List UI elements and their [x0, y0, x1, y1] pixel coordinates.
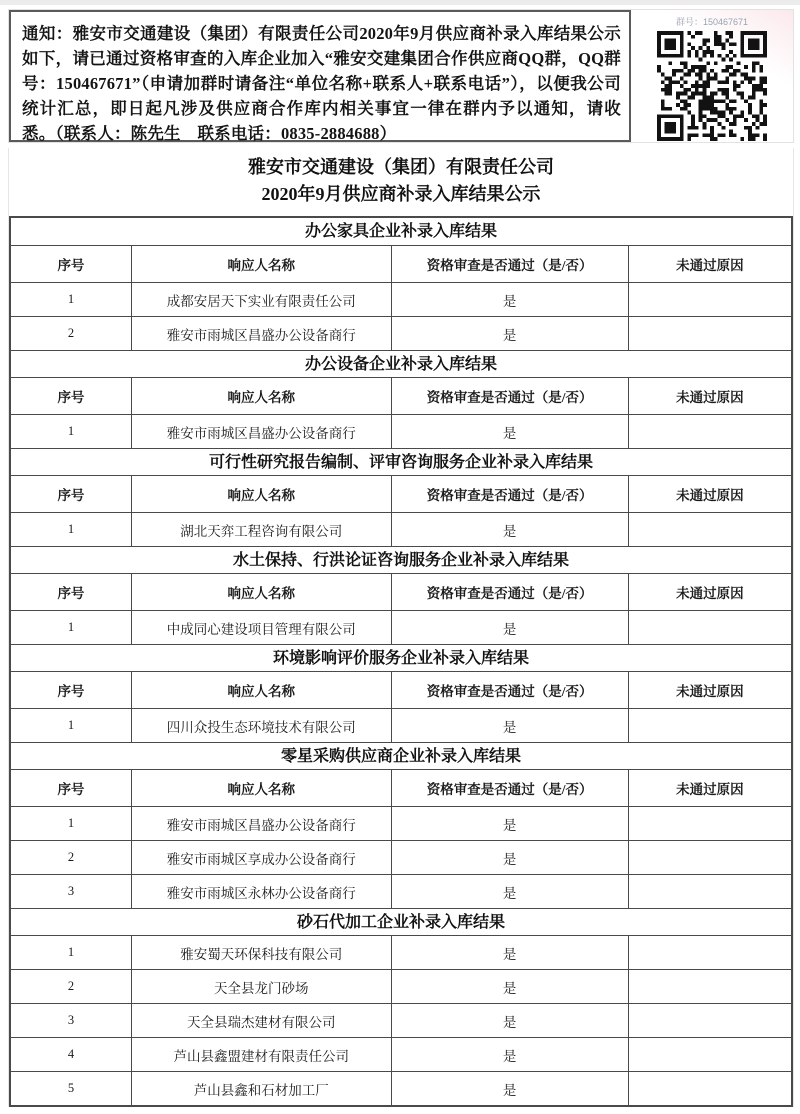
table-row [11, 807, 791, 841]
cell-seq: 2 [11, 970, 132, 1003]
cell-fail-reason [629, 875, 791, 908]
header-qualification-pass: 资格审查是否通过（是/否） [392, 770, 629, 806]
table-row [11, 1038, 791, 1072]
section-title: 零星采购供应商企业补录入库结果 [11, 742, 791, 770]
cell-respondent-name: 雅安市雨城区永林办公设备商行 [132, 875, 392, 908]
header-seq: 序号 [11, 574, 132, 610]
qq-group-number-label: 群号：150467671 [675, 17, 749, 27]
cell-fail-reason [629, 970, 791, 1003]
cell-fail-reason [629, 283, 791, 316]
header-respondent-name: 响应人名称 [132, 672, 392, 708]
header-fail-reason: 未通过原因 [676, 390, 744, 405]
header-band [8, 9, 794, 143]
page-top-strip [0, 0, 800, 5]
table-header-row [11, 672, 791, 709]
cell-fail-reason [629, 1004, 791, 1037]
table-header-row [11, 476, 791, 513]
qq-group-qr-code [657, 31, 767, 141]
cell-qualification-pass: 是 [392, 807, 629, 840]
result-section [11, 908, 791, 1106]
table-row [11, 709, 791, 743]
cell-seq: 1 [11, 936, 132, 969]
table-header-row [11, 574, 791, 611]
cell-qualification-pass: 是 [392, 709, 629, 742]
cell-respondent-name: 雅安市雨城区享成办公设备商行 [132, 841, 392, 874]
header-qualification-pass: 资格审查是否通过（是/否） [392, 476, 629, 512]
header-seq: 序号 [11, 476, 132, 512]
cell-qualification-pass: 是 [392, 1038, 629, 1071]
cell-fail-reason [629, 317, 791, 350]
header-respondent-name: 响应人名称 [132, 378, 392, 414]
header-fail-reason: 未通过原因 [676, 782, 744, 797]
title-line-1: 雅安市交通建设（集团）有限责任公司 [248, 157, 554, 177]
table-row [11, 936, 791, 970]
table-row [11, 1072, 791, 1106]
section-title: 环境影响评价服务企业补录入库结果 [11, 644, 791, 672]
cell-fail-reason [629, 415, 791, 448]
cell-seq: 1 [11, 709, 132, 742]
table-header-row [11, 770, 791, 807]
cell-seq: 3 [11, 1004, 132, 1037]
cell-qualification-pass: 是 [392, 970, 629, 1003]
cell-respondent-name: 芦山县鑫和石材加工厂 [132, 1072, 392, 1105]
cell-seq: 4 [11, 1038, 132, 1071]
header-respondent-name: 响应人名称 [132, 770, 392, 806]
cell-fail-reason [629, 513, 791, 546]
cell-seq: 2 [11, 317, 132, 350]
cell-seq: 5 [11, 1072, 132, 1105]
notice-box [9, 10, 631, 142]
document-body [8, 148, 794, 1107]
cell-qualification-pass: 是 [392, 875, 629, 908]
table-row [11, 317, 791, 351]
result-section [11, 546, 791, 645]
cell-qualification-pass: 是 [392, 513, 629, 546]
cell-respondent-name: 四川众投生态环境技术有限公司 [132, 709, 392, 742]
result-section [11, 218, 791, 351]
header-qualification-pass: 资格审查是否通过（是/否） [392, 378, 629, 414]
table-row [11, 1004, 791, 1038]
cell-fail-reason [629, 936, 791, 969]
table-row [11, 513, 791, 547]
cell-seq: 1 [11, 807, 132, 840]
cell-qualification-pass: 是 [392, 415, 629, 448]
table-header-row [11, 246, 791, 283]
header-seq: 序号 [11, 378, 132, 414]
header-seq: 序号 [11, 770, 132, 806]
result-section [11, 448, 791, 547]
result-section [11, 742, 791, 909]
title-line-2: 2020年9月供应商补录入库结果公示 [261, 184, 541, 204]
qq-group-qr-panel [631, 10, 793, 142]
cell-fail-reason [629, 1072, 791, 1105]
table-row [11, 283, 791, 317]
cell-fail-reason [629, 1038, 791, 1071]
header-qualification-pass: 资格审查是否通过（是/否） [392, 574, 629, 610]
cell-qualification-pass: 是 [392, 317, 629, 350]
section-title: 可行性研究报告编制、评审咨询服务企业补录入库结果 [11, 448, 791, 476]
section-title: 砂石代加工企业补录入库结果 [11, 908, 791, 936]
header-seq: 序号 [11, 672, 132, 708]
cell-seq: 1 [11, 415, 132, 448]
header-seq: 序号 [11, 246, 132, 282]
table-header-row [11, 378, 791, 415]
table-row [11, 611, 791, 645]
header-fail-reason: 未通过原因 [676, 258, 744, 273]
header-respondent-name: 响应人名称 [132, 246, 392, 282]
header-fail-reason: 未通过原因 [676, 488, 744, 503]
section-title: 办公设备企业补录入库结果 [11, 350, 791, 378]
cell-qualification-pass: 是 [392, 283, 629, 316]
cell-seq: 3 [11, 875, 132, 908]
cell-qualification-pass: 是 [392, 1004, 629, 1037]
header-fail-reason: 未通过原因 [676, 684, 744, 699]
cell-respondent-name: 湖北天弈工程咨询有限公司 [132, 513, 392, 546]
header-respondent-name: 响应人名称 [132, 574, 392, 610]
cell-seq: 2 [11, 841, 132, 874]
cell-respondent-name: 成都安居天下实业有限责任公司 [132, 283, 392, 316]
table-row [11, 415, 791, 449]
cell-qualification-pass: 是 [392, 1072, 629, 1105]
cell-respondent-name: 雅安市雨城区昌盛办公设备商行 [132, 415, 392, 448]
notice-text: 通知：雅安市交通建设（集团）有限责任公司2020年9月供应商补录入库结果公示如下，请已通过资格审查的入库企业加入“雅安交建集团合作供应商QQ群，QQ群号：150467671”（申请加群时请备注“单位名称+联系人+联系电话”），以便我公司统计汇总，即日起凡涉及供应商合作库内相关事宜一律在群内予以通知，请收悉。（联系人：陈先生 联系电话：0835-2884688） [22, 24, 621, 143]
section-title: 办公家具企业补录入库结果 [11, 218, 791, 246]
cell-respondent-name: 中成同心建设项目管理有限公司 [132, 611, 392, 644]
cell-fail-reason [629, 841, 791, 874]
cell-respondent-name: 雅安市雨城区昌盛办公设备商行 [132, 317, 392, 350]
result-section [11, 644, 791, 743]
result-tables [9, 216, 793, 1107]
cell-fail-reason [629, 709, 791, 742]
section-title: 水土保持、行洪论证咨询服务企业补录入库结果 [11, 546, 791, 574]
header-qualification-pass: 资格审查是否通过（是/否） [392, 672, 629, 708]
table-row [11, 841, 791, 875]
cell-fail-reason [629, 611, 791, 644]
header-fail-reason: 未通过原因 [676, 586, 744, 601]
cell-qualification-pass: 是 [392, 841, 629, 874]
cell-respondent-name: 天全县龙门砂场 [132, 970, 392, 1003]
cell-fail-reason [629, 807, 791, 840]
table-row [11, 970, 791, 1004]
cell-respondent-name: 雅安市雨城区昌盛办公设备商行 [132, 807, 392, 840]
cell-respondent-name: 雅安蜀天环保科技有限公司 [132, 936, 392, 969]
cell-seq: 1 [11, 611, 132, 644]
table-row [11, 875, 791, 909]
header-qualification-pass: 资格审查是否通过（是/否） [392, 246, 629, 282]
document-title [9, 148, 793, 216]
cell-respondent-name: 芦山县鑫盟建材有限责任公司 [132, 1038, 392, 1071]
result-section [11, 350, 791, 449]
cell-qualification-pass: 是 [392, 936, 629, 969]
cell-qualification-pass: 是 [392, 611, 629, 644]
cell-seq: 1 [11, 513, 132, 546]
header-respondent-name: 响应人名称 [132, 476, 392, 512]
cell-seq: 1 [11, 283, 132, 316]
cell-respondent-name: 天全县瑞杰建材有限公司 [132, 1004, 392, 1037]
